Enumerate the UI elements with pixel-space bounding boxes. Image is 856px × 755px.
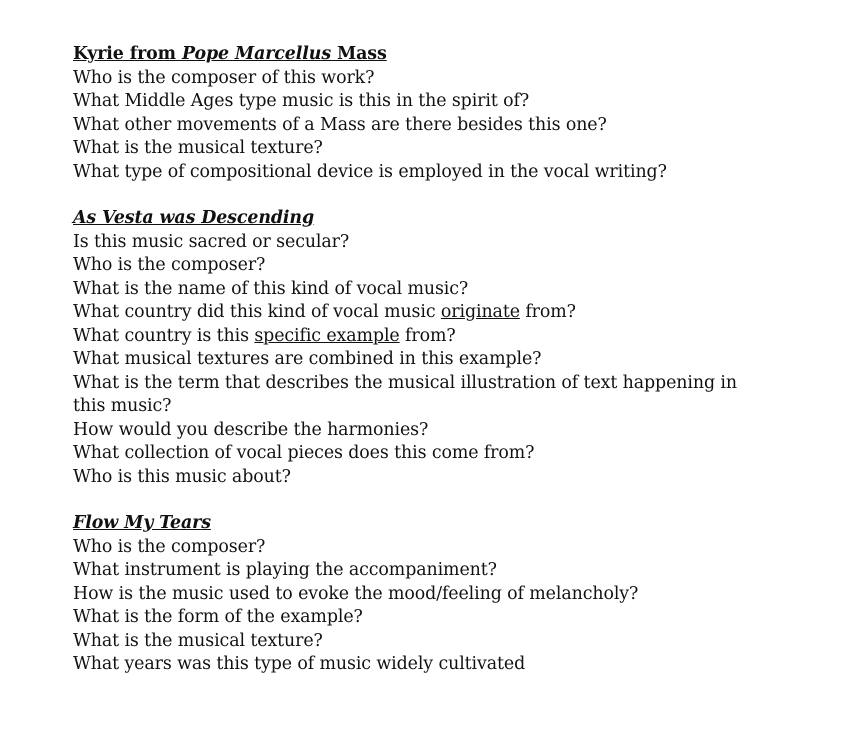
question: How would you describe the harmonies? — [73, 419, 429, 440]
question: What is the name of this kind of vocal music? — [73, 278, 469, 299]
question: What is the term that describes the musical illustration of text happening in this music? — [73, 372, 737, 416]
heading-italic-text: Pope Marcellus — [181, 44, 332, 64]
question: What years was this type of music widely cultivated — [73, 654, 526, 674]
question-text: What country did this kind of vocal music — [73, 302, 441, 322]
question-text: What country is this — [73, 325, 255, 346]
question: Who is this music about? — [73, 466, 291, 487]
question — [73, 325, 773, 349]
question: Who is the composer? — [73, 536, 266, 557]
question: Who is the composer of this work? — [73, 67, 375, 88]
heading-text: Kyrie from — [73, 44, 182, 64]
section-heading: Flow My Tears — [73, 513, 211, 533]
underlined-term: specific example — [254, 325, 400, 346]
question — [73, 301, 773, 325]
question: What other movements of a Mass are there besides this one? — [73, 114, 607, 135]
question: What Middle Ages type music is this in the spirit of? — [73, 91, 530, 111]
section-kyrie — [73, 43, 773, 184]
section-flow-my-tears — [73, 512, 773, 677]
question-text: from? — [399, 325, 456, 346]
question: How is the music used to evoke the mood/feeling of melancholy? — [73, 583, 639, 604]
underlined-term: originate — [440, 302, 520, 322]
question: What instrument is playing the accompaniment? — [73, 560, 497, 580]
heading-text: Mass — [331, 44, 387, 64]
question: Is this music sacred or secular? — [73, 231, 350, 252]
question: What is the musical texture? — [73, 138, 323, 158]
question-text: from? — [519, 302, 576, 322]
section-heading — [73, 43, 773, 67]
question: What collection of vocal pieces does this come from? — [73, 443, 535, 463]
section-heading: As Vesta was Descending — [73, 208, 315, 228]
question: What musical textures are combined in this example? — [73, 349, 542, 369]
question: What is the form of the example? — [73, 607, 363, 627]
question: What type of compositional device is employed in the vocal writing? — [73, 161, 667, 182]
question: What is the musical texture? — [73, 630, 323, 651]
worksheet — [73, 43, 773, 677]
section-as-vesta — [73, 207, 773, 489]
question: Who is the composer? — [73, 255, 266, 275]
